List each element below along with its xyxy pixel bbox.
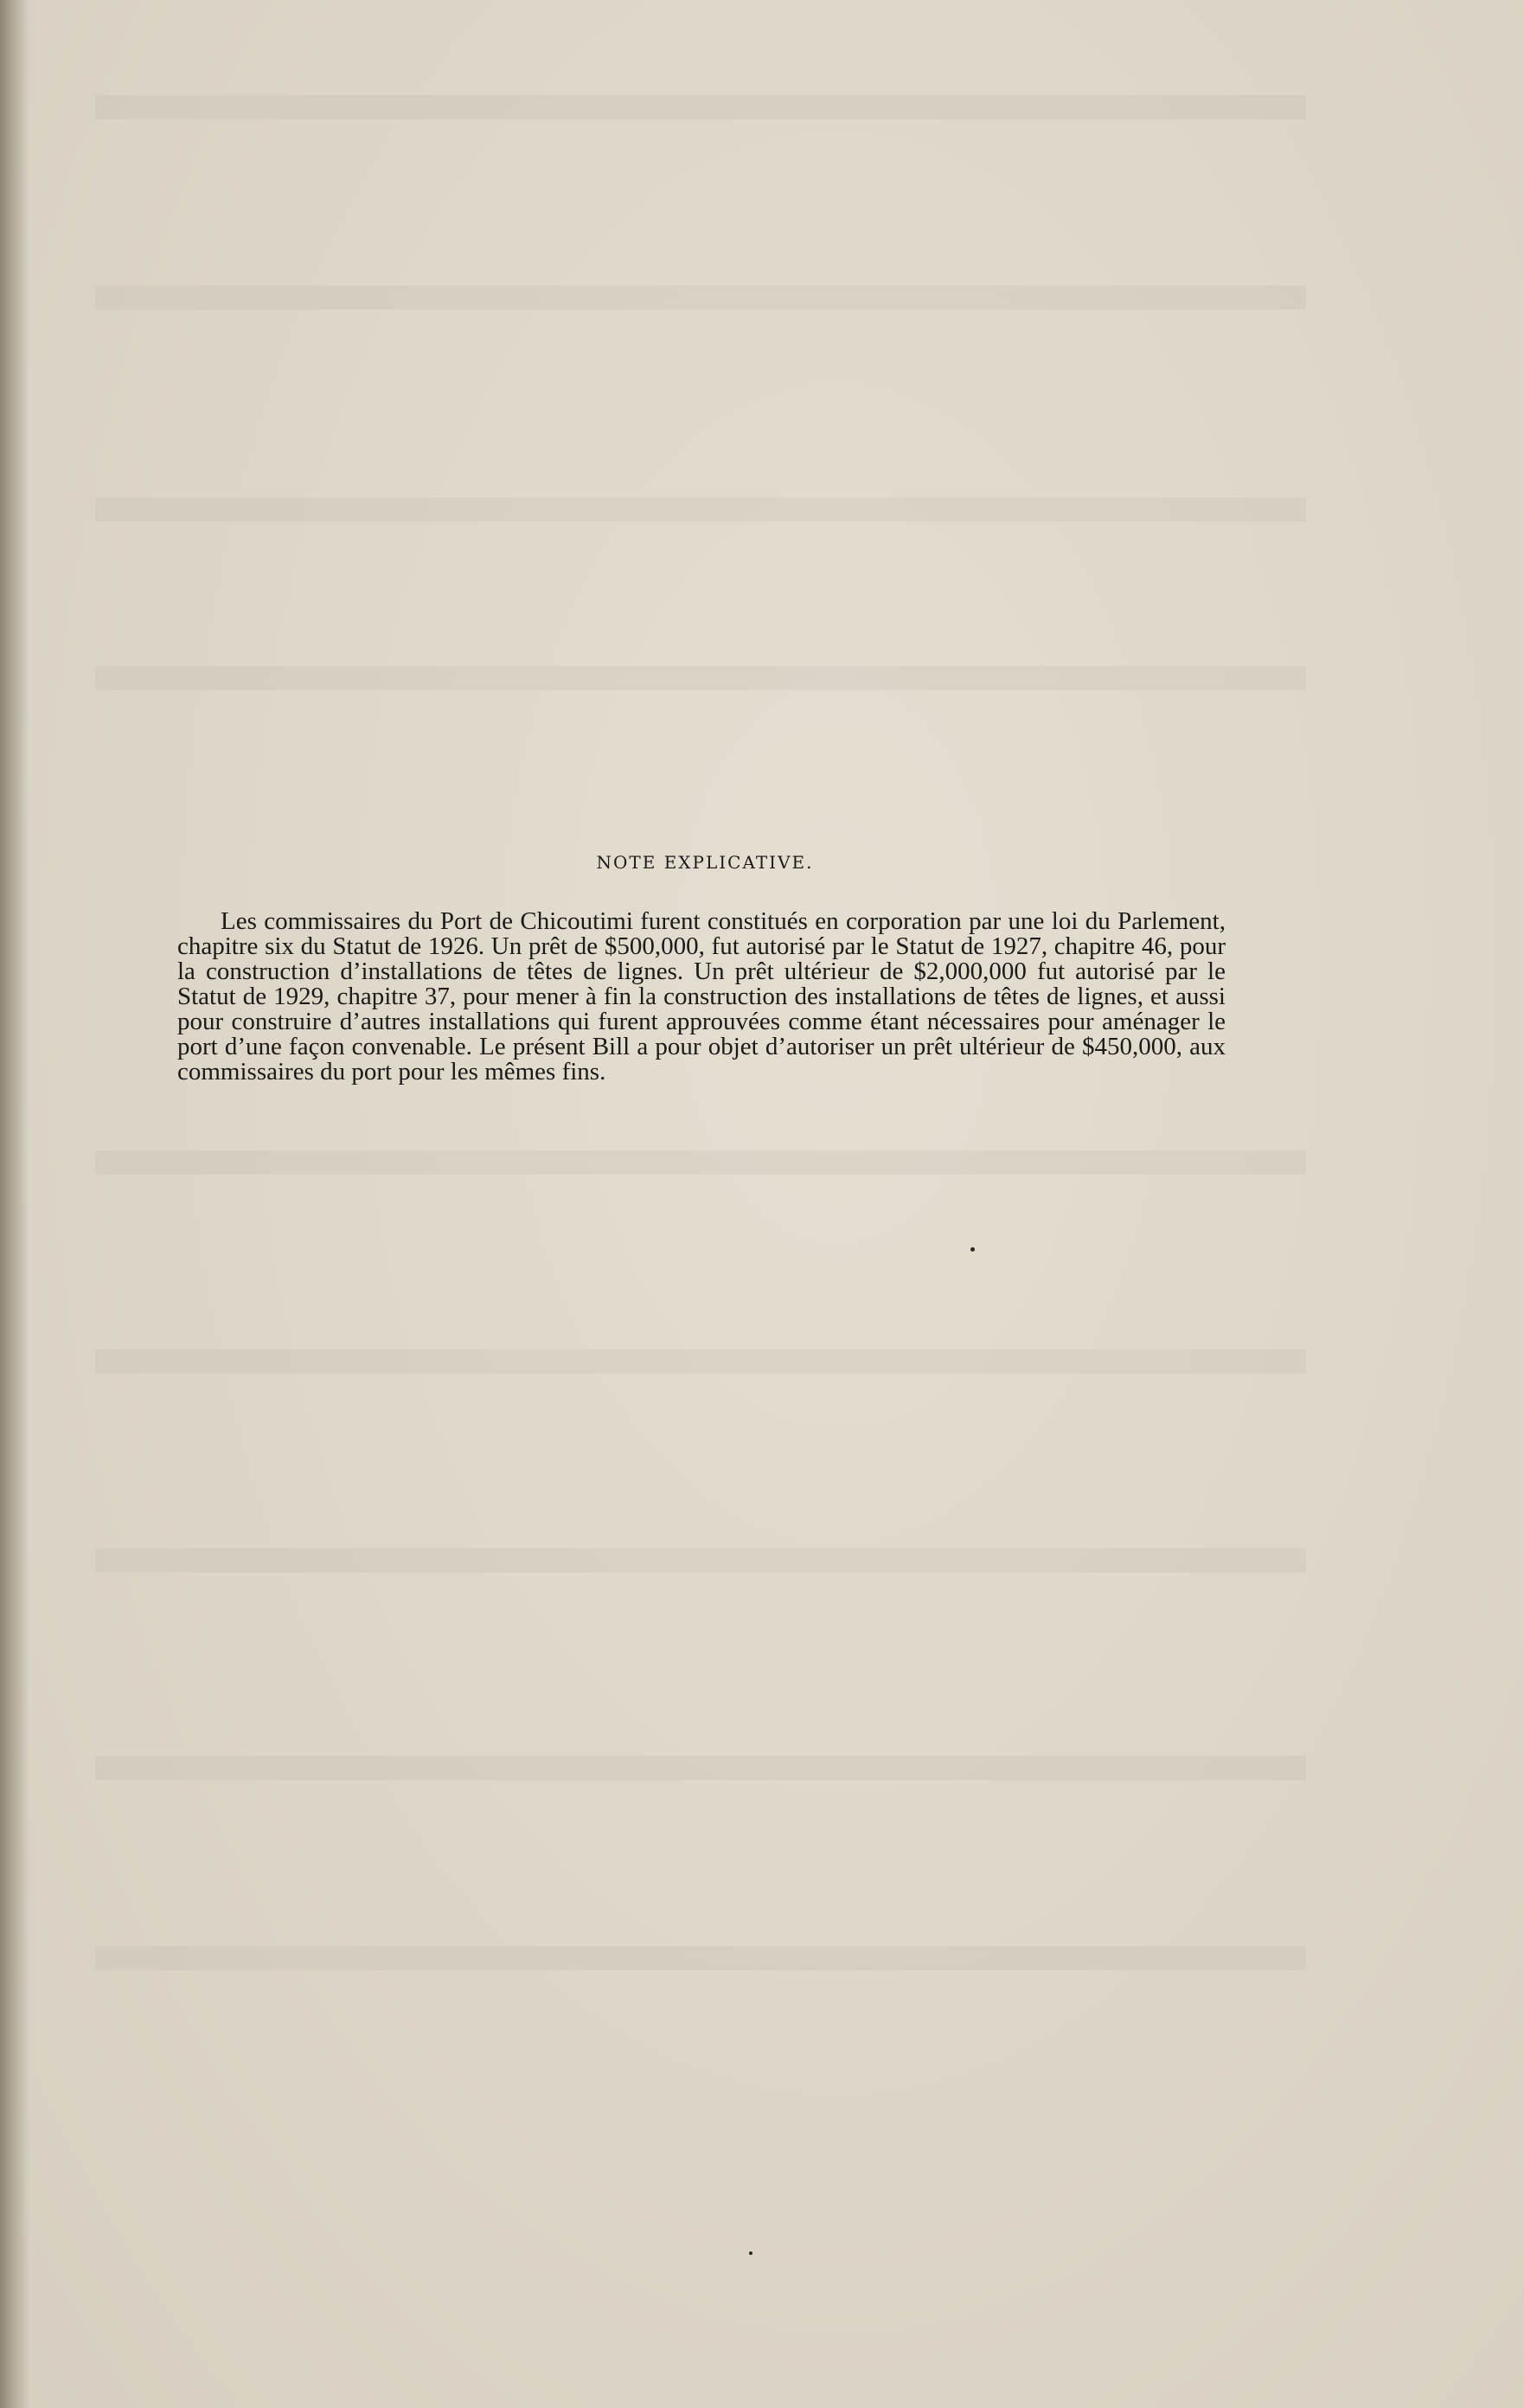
show-through-line: [95, 666, 1306, 690]
show-through-line: [95, 1150, 1306, 1175]
show-through-line: [95, 1946, 1306, 1970]
speck-mark: [749, 2251, 752, 2255]
note-title: NOTE EXPLICATIVE.: [596, 852, 814, 873]
show-through-line: [95, 1548, 1306, 1572]
show-through-line: [95, 95, 1306, 119]
speck-mark: [970, 1247, 975, 1252]
show-through-line: [95, 285, 1306, 310]
explanatory-note: [177, 852, 1226, 1085]
show-through-line: [95, 1756, 1306, 1780]
binding-edge-shadow: [0, 0, 29, 2408]
note-body: Les commissaires du Port de Chicoutimi furent constitués en corporation par une loi du Parlement, chapitre six du Statut de 1926. Un prêt de $500,000, fut autorisé par le Statut de 1927, chapitre 46, pour la construction d’installations de têtes de lignes. Un prêt ultérieur de $2,000,000 fut autorisé par le Statut de 1929, chapitre 37, pour mener à fin la construction des installations de têtes de lignes, et aussi pour construire d’autres installations qui furent approuvées comme étant nécessaires pour aménager le port d’une façon convenable. Le présent Bill a pour objet d’autoriser un prêt ultérieur de $450,000, aux commissaires du port pour les mêmes fins.: [177, 907, 1226, 1086]
show-through-line: [95, 497, 1306, 522]
show-through-line: [95, 1349, 1306, 1374]
